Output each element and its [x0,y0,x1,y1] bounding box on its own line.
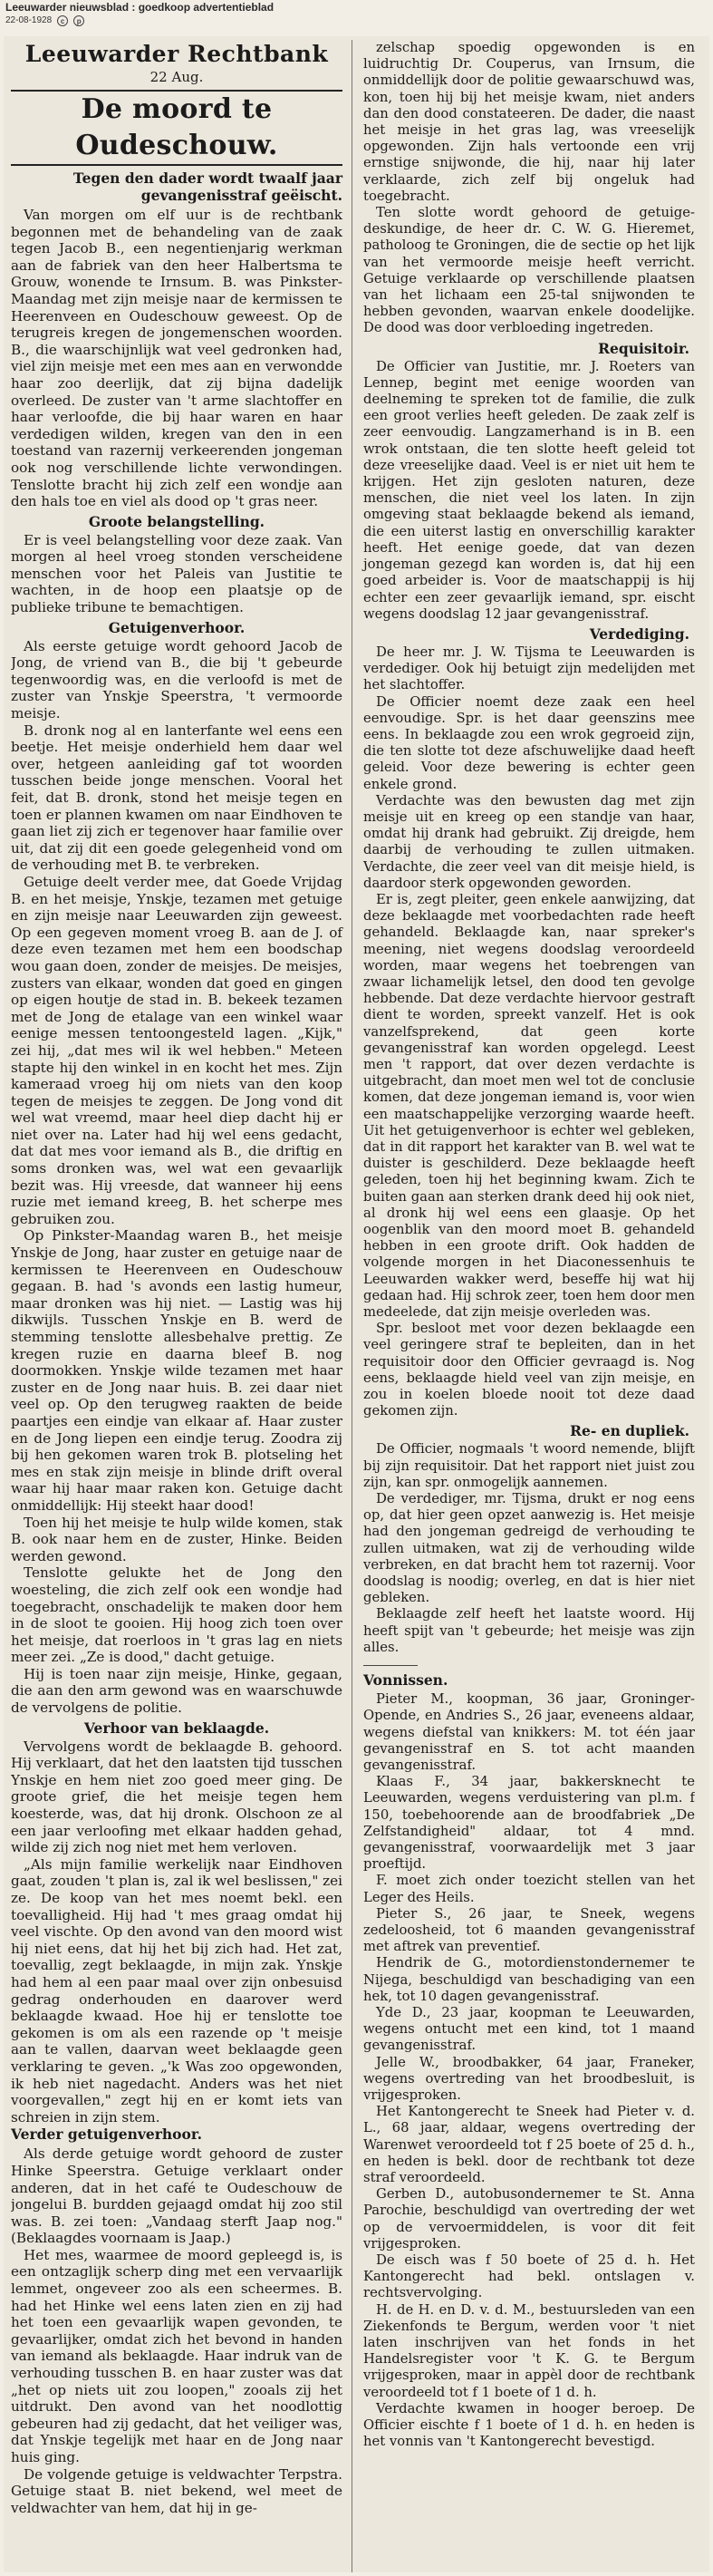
paragraph: Klaas F., 34 jaar, bakkersknecht te Leeuwarden, wegens verduistering van pl.m. f 150, toebehoorende aan de broodfabriek „De Zelfstandigheid" aldaar, tot 4 mnd. gevangenisstraf, voorwaardelijk met 3 jaar proeftijd. [363,1774,695,1873]
paragraph: Als eerste getuige wordt gehoord Jacob de Jong, de vriend van B., die bij 't gebeurde tegenwoordig was, en die verloofd is met de zuster van Ynskje Speerstra, 't vermoorde meisje. [11,637,342,722]
paragraph: Het Kantongerecht te Sneek had Pieter v. d. L., 68 jaar, aldaar, wegens overtreding der Warenwet veroordeeld tot f 25 boete of 25 d. h., en heden is bekl. door de rechtbank tot deze straf veroordeeld. [363,2104,695,2185]
paragraph: Pieter S., 26 jaar, te Sneek, wegens zedeloosheid, tot 6 maanden gevangenisstraf met aftrek van preventief. [363,1905,695,1955]
paragraph: Pieter M., koopman, 36 jaar, Groninger-Opende, en Andries S., 26 jaar, eveneens aldaar, wegens diefstal van knikkers: M. tot één jaar gevangenisstraf en S. tot acht maanden gevangenisstraf. [363,1691,695,1773]
paragraph: Op Pinkster-Maandag waren B., het meisje Ynskje de Jong, haar zuster en getuige naar de kermissen te Heerenveen en Oudeschouw gegaan. B. had 's avonds een lastig humeur, maar dronken was hij niet. — Lastig was hij dikwijls. Tusschen Ynskje en B. werd de stemming tenslotte allesbehalve prettig. Ze kregen ruzie en daarna bleef B. nog doormokken. Ynskje wilde tezamen met haar zuster en de Jong naar huis. B. zei daar niet veel op. Op den terugweg raakten de beide paartjes een eindje van elkaar af. Haar zuster en de Jong liepen een eindje terug. Zoodra zij bij hen gekomen waren trok B. plotseling het mes en stak zijn meisje in blinde drift overal waar hij haar maar raken kon. Getuige dacht onmiddellijk: Hij steekt haar dood! [11,1227,342,1514]
article-date: 22 Aug. [149,69,204,85]
paragraph: Het mes, waarmee de moord gepleegd is, is een ontzaglijk scherp ding met een vervaarlijk lemmet, ongeveer zoo als een scheermes. B. had het Hinke wel eens laten zien en zij had het toen een gevaarlijk wapen gevonden, te gevaarlijker, omdat zich het bevond in handen van iemand als beklaagde. Haar indruk van de verhouding tusschen B. en haar zuster was dat „het op niets uit zou loopen," zooals zij het uitdrukt. Den avond van het noodlottig gebeuren had zij gedacht, dat het veiliger was, dat Ynskje tegelijk met haar en de Jong naar huis ging. [11,2246,342,2465]
masthead: Leeuwarder Rechtbank [24,41,329,67]
section-heading: Requisitoir. [598,339,689,357]
paragraph: De eisch was f 50 boete of 25 d. h. Het Kantongerecht had bekl. ontslagen v. rechtsvervolging. [363,2252,695,2301]
paragraph: De volgende getuige is veldwachter Terpstra. Getuige staat B. niet bekend, wel meet de veldwachter van hem, dat hij in ge- [11,2465,342,2516]
paragraph: F. moet zich onder toezicht stellen van het Leger des Heils. [363,1873,695,1905]
divider [363,1665,418,1666]
source-title: Leeuwarder nieuwsblad : goedkoop advertentieblad [5,1,275,14]
section-heading: Getuigenverhoor. [108,618,246,636]
section-heading: Verhoor van beklaagde. [83,1719,270,1737]
section-heading: Groote belangstelling. [88,512,265,530]
paragraph: „Als mijn familie werkelijk naar Eindhoven gaat, zouden 't plan is, zal ik wel beslissen," zei ze. De koop van het mes noemt bekl. een toevalligheid. Hij had 't mes graag omdat hij veel vischte. Op den avond van den moord wist hij niet eens, dat hij het bij zich had. Het zat, toevallig, zegt beklaagde, in mijn zak. Ynskje had hem al een paar maal over zijn onbesuisd gedrag onderhouden en daarover werd beklaagde kwaad. Hoe hij er tenslotte toe gekomen is om als een razende op 't meisje aan te vallen, daarvan weet beklaagde geen verklaring te geven. „'k Was zoo opgewonden, ik heb niet nagedacht. Anders was het niet voorgevallen," zegt hij en er komt iets van schreien in zijn stem. [11,1855,342,2126]
paragraph: Hendrik de G., motordienstondernemer te Nijega, beschuldigd van beschadiging van een hek, tot 10 dagen gevangenisstraf. [363,1955,695,2004]
paragraph: Er is, zegt pleiter, geen enkele aanwijzing, dat deze beklaagde met voorbedachten rade heeft gehandeld. Beklaagde kan, naar spreker's meening, niet wegens doodslag veroordeeld worden, maar wegens het toebrengen van zwaar lichamelijk letsel, den dood ten gevolge hebbende. Dat deze verdachte hiervoor gestraft dient te worden, spreekt vanzelf. Het is ook vanzelfsprekend, dat geen korte gevangenisstraf kan worden opgelegd. Leest men 't rapport, dat over dezen verdachte is uitgebracht, dan moet men wel tot de conclusie komen, dat deze jongeman iemand is, voor wien een maatschappelijke verzorging waarde heeft. Uit het getuigenverhoor is echter wel gebleken, dat in dit rapport het karakter van B. wel wat te duister is geschilderd. Deze beklaagde heeft geleden, toen hij het beginning kwam. Zich te buiten gaan aan sterken drank deed hij ook niet, al dronk hij wel eens een glaasje. Op het oogenblik van den moord moet B. gehandeld hebben in een groote drift. Ook hadden de volgende morgen in het Diaconessenhuis te Leeuwarden wakker werd, beseffe hij wat hij gedaan had. Hij schrok zeer, toen hem door men medeelede, dat zijn meisje overleden was. [363,891,695,1321]
paragraph: B. dronk nog al en lanterfante wel eens een beetje. Het meisje onderhield hem daar wel over, hetgeen aanleiding gaf tot woorden tusschen beide jonge menschen. Vooral het feit, dat B. dronk, stond het meisje tegen en toen er plannen kwamen om naar Eindhoven te gaan liet zij zich er tegenover haar familie over uit, dat zij dit een goede gelegenheid vond om de verhouding met B. te verbreken. [11,721,342,874]
meta-row [5,15,708,27]
paragraph: De verdediger, mr. Tijsma, drukt er nog eens op, dat hier geen opzet aanwezig is. Het meisje had den jongeman gedreigd de verhouding te zullen uitmaken, wat zij de verhouding wilde verbreken, en dat bracht hem tot razernij. Voor doodslag is noodig; overleg, en dat is hier niet gebleken. [363,1491,695,1606]
paragraph: Jelle W., broodbakker, 64 jaar, Franeker, wegens overtreding van het broodbesluit, is vrijgesproken. [363,2054,695,2103]
paragraph: Van morgen om elf uur is de rechtbank begonnen met de behandeling van de zaak tegen Jacob B., een negentienjarig werkman aan de fabriek van den heer Halbertsma te Grouw, wonende te Irnsum. B. was Pinkster-Maandag met zijn meisje naar de kermissen te Heerenveen en Oudeschouw geweest. Op de terugreis kregen de jongemenschen woorden. B., die waarschijnlijk wat veel gedronken had, viel zijn meisje met een mes aan en verwondde haar zoo deerlijk, dat zij bijna dadelijk overleed. De zuster van 't arme slachtoffer en haar verloofde, die bij haar waren en haar verdedigen wilden, kregen van den in een toestand van razernij verkeerenden jongeman ook nog verschillende lichte verwondingen. Tenslotte bracht hij zich zelf een wondje aan den hals toe en viel als dood op 't gras neer. [11,207,342,510]
paragraph: zelschap spoedig opgewonden is en luidruchtig Dr. Couperus, van Irnsum, die onmiddellijk door de politie gewaarschuwd was, kon, toen hij bij het meisje kwam, niet anders dan den dood constateeren. De dader, die naast het meisje in het gras lag, was vreeselijk opgewonden. Zijn hals vertoonde een vrij ernstige snijwonde, die hij, naar hij later verklaarde, zich zelf bij ongeluk had toegebracht. [363,40,695,204]
section-heading: Verder getuigenverhoor. [11,2126,202,2144]
paragraph: Getuige deelt verder mee, dat Goede Vrijdag B. en het meisje, Ynskje, tezamen met getuige en zijn meisje naar Leeuwarden zijn geweest. Op een gegeven moment vroeg B. aan de J. of deze even tezamen met hem een boodschap wou gaan doen, zonder de meisjes. De meisjes, zusters van elkaar, wonden dat goed en gingen op eigen houtje de stad in. B. bekeek tezamen met de Jong de etalage van een winkel waar eenige messen tentoongesteld lagen. „Kijk," zei hij, „dat mes wil ik wel hebben." Meteen stapte hij den winkel in en kocht het mes. Zijn kameraad vroeg hij om niets van den koop tegen de meisjes te zeggen. De Jong vond dit wel wat vreemd, maar heel diep dacht hij er niet over na. Later had hij wel eens gedacht, dat dat mes voor iemand als B., die driftig en soms dronken was, wel wat een gevaarlijk bezit was. Hij vreesde, dat wanneer hij eens ruzie met iemand kreeg, B. het scherpe mes gebruiken zou. [11,873,342,1227]
paragraph: De Officier van Justitie, mr. J. Roeters van Lennep, begint met eenige woorden van deelneming te spreken tot de familie, die zulk een groot verlies heeft geleden. De zaak zelf is zeer eenvoudig. Langzamerhand is in B. een wrok ontstaan, die ten slotte heeft geleid tot deze vreeselijke daad. Veel is er niet uit hem te krijgen. Het zijn gesloten naturen, deze menschen, die niet veel los laten. In zijn omgeving staat beklaagde bekend als iemand, die een uiterst lastig en onverschillig karakter heeft. Het eenige goede, dat van dezen jongeman gezegd kan worden is, dat hij een goed arbeider is. Voor de maatschappij is hij echter een zeer gevaarlijk iemand, spr. eischt wegens doodslag 12 jaar gevangenisstraf. [363,358,695,622]
paragraph: Verdachte kwamen in hooger beroep. De Officier eischte f 1 boete of 1 d. h. en heden is het vonnis van 't Kantongerecht bevestigd. [363,2400,695,2450]
newspaper-clipping [4,36,709,2572]
paragraph: Yde D., 23 jaar, koopman te Leeuwarden, wegens ontucht met een kind, tot 1 maand gevangenisstraf. [363,2004,695,2054]
paragraph: Toen hij het meisje te hulp wilde komen, stak B. ook naar hem en de zuster, Hinke. Beiden werden gewond. [11,1514,342,1564]
paragraph: Spr. besloot met voor dezen beklaagde een veel geringere straf te bepleiten, dan in het requisitoir door den Officier gevraagd is. Nog eens, beklaagde hield veel van zijn meisje, en zou in koelen bloede nooit tot deze daad gekomen zijn. [363,1321,695,1419]
paragraph: Hij is toen naar zijn meisje, Hinke, gegaan, die aan den arm gewond was en waarschuwde de vervolgens de politie. [11,1665,342,1717]
public-domain-icon: p [73,15,84,26]
paragraph: Verdachte was den bewusten dag met zijn meisje uit en kreeg op een standje van haar, omdat hij drank had gebruikt. Zij dreigde, hem daarbij de verhouding te zullen uitmaken. Verdachte, die zeer veel van dit meisje hield, is daardoor sterk opgewonden geworden. [363,792,695,891]
paragraph: Vervolgens wordt de beklaagde B. gehoord. Hij verklaart, dat het den laatsten tijd tusschen Ynskje en hem niet zoo goed meer ging. De groote grief, die het meisje tegen hem koesterde, was, dat hij dronk. Olschoon ze al een jaar verloofing met elkaar hadden gehad, wilde zij zich nog niet met hem verloven. [11,1738,342,1856]
paragraph: Gerben D., autobusondernemer te St. Anna Parochie, beschuldigd van overtreding der wet op de vervoermiddelen, is voor dit feit vrijgesproken. [363,2186,695,2252]
publication-date: 22-08-1928 [5,15,53,25]
paragraph: Tenslotte gelukte het de Jong den woesteling, die zich zelf ook een wondje had toegebracht, onschadelijk te maken door hem in de sloot te gooien. Hij hoog zich toen over het meisje, dat roerloos in 't gras lag en niets meer zei. „Ze is dood," dacht getuige. [11,1564,342,1666]
paragraph: Ten slotte wordt gehoord de getuige-deskundige, de heer dr. C. W. G. Hieremet, patholoog te Groningen, die de sectie op het lijk van het vermoorde meisje heeft verricht. Getuige verklaarde op verschillende plaatsen van het lichaam een 25-tal snijwonden te hebben gevonden, waarvan enkele doodelijke. De dood was door verbloeding ingetreden. [363,205,695,336]
paragraph: Beklaagde zelf heeft het laatste woord. Hij heeft spijt van 't gebeurde; het meisje was zijn alles. [363,1606,695,1655]
deck: Tegen den dader wordt twaalf jaar gevangenisstraf geëischt. [72,169,342,204]
paragraph: Als derde getuige wordt gehoord de zuster Hinke Speerstra. Getuige verklaart onder anderen, dat in het café te Oudeschouw de jongelui B. burdden gejaagd omdat hij zoo stil was. B. zei toen: „Vandaag sterft Jaap nog." (Beklaagdes voornaam is Jaap.) [11,2145,342,2247]
creative-commons-icon: c [57,15,68,26]
section-heading: Verdediging. [589,625,689,643]
left-column [11,40,352,2572]
headline: De moord te Oudeschouw. [11,90,342,166]
paragraph: H. de H. en D. v. d. M., bestuursleden van een Ziekenfonds te Bergum, werden voor 't niet laten inschrijven van het fonds in het Handelsregister voor 't K. G. te Bergum vrijgesproken, maar in appèl door de rechtbank veroordeeld tot f 1 boete of 1 d. h. [363,2301,695,2400]
paragraph: Er is veel belangstelling voor deze zaak. Van morgen al heel vroeg stonden verscheidene menschen voor het Paleis van Justitie te wachten, in de hoop een plaatsje op de publieke tribune te bemachtigen. [11,531,342,616]
meta-header [5,0,708,36]
paragraph: De heer mr. J. W. Tijsma te Leeuwarden is verdediger. Ook hij betuigt zijn medelijden met het slachtoffer. [363,644,695,693]
paragraph: De Officier, nogmaals 't woord nemende, blijft bij zijn requisitoir. Dat het rapport niet juist zou zijn, kan spr. onmogelijk aannemen. [363,1441,695,1490]
section-heading: Re- en dupliek. [570,1422,689,1440]
paragraph: De Officier noemt deze zaak een heel eenvoudige. Spr. is het daar geenszins mee eens. In beklaagde zou een wrok gegroeid zijn, die ten slotte tot deze afschuwelijke daad heeft geleid. Voor deze bewering is echter geen enkele grond. [363,693,695,792]
right-column [352,40,695,2572]
section-heading: Vonnissen. [363,1671,448,1690]
